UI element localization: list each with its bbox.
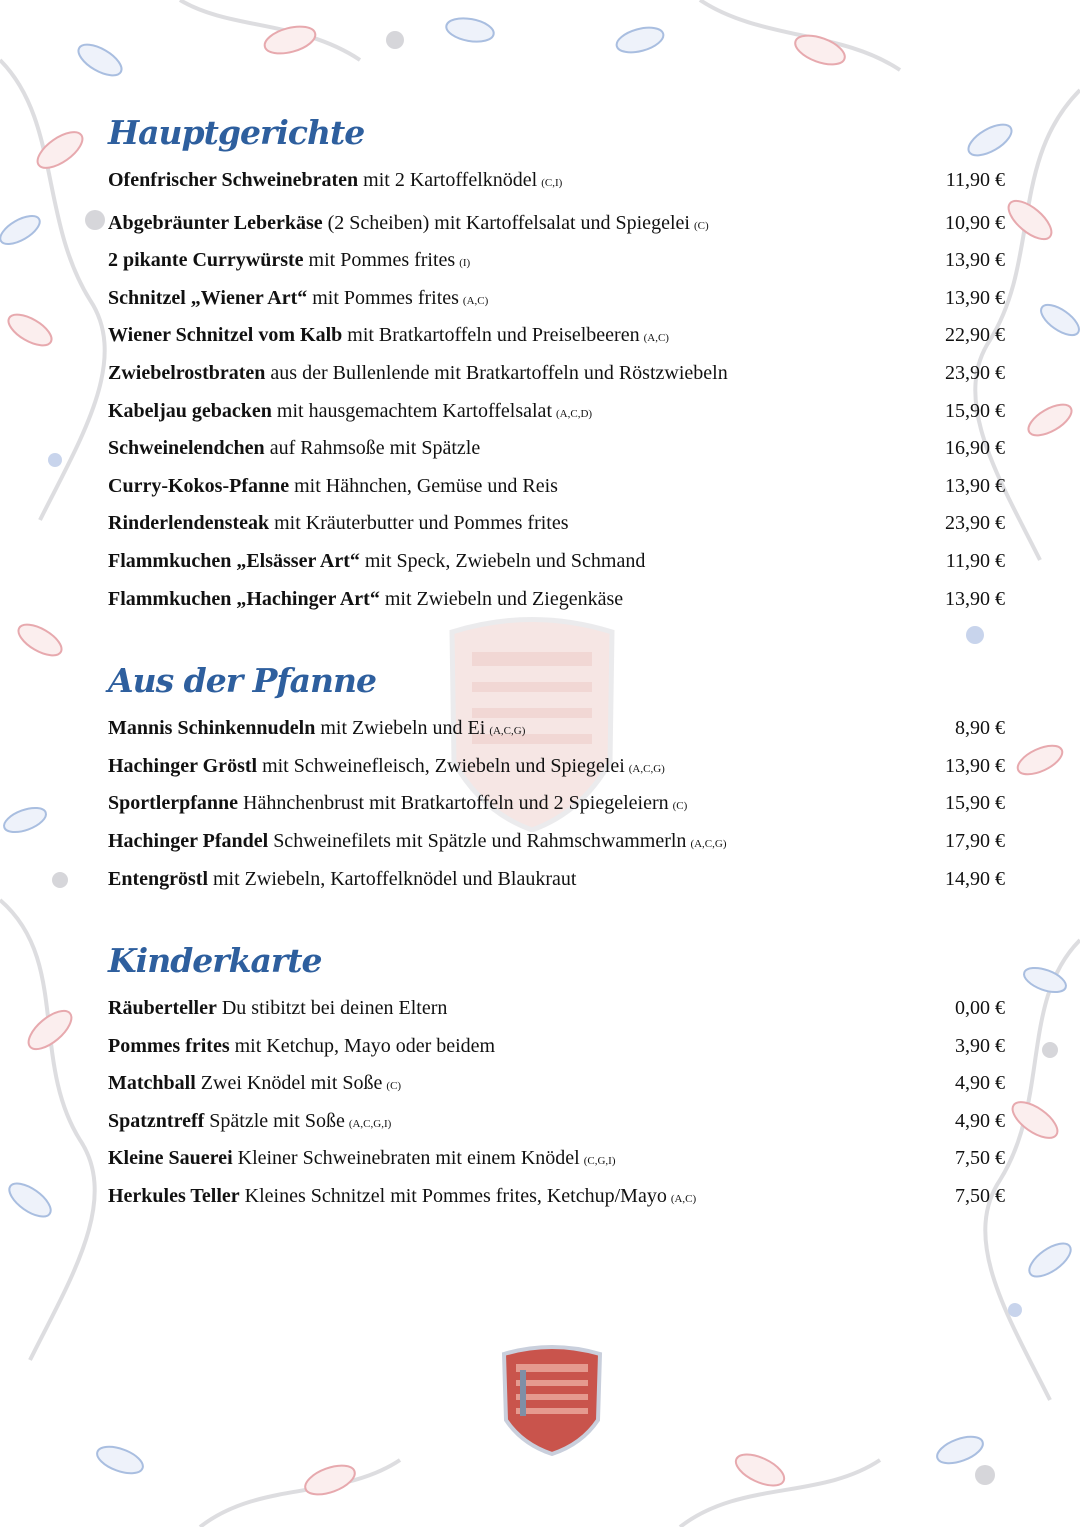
dish-description: mit hausgemachtem Kartoffelsalat (276, 399, 552, 422)
dish-description: Spätzle mit Soße (209, 1109, 345, 1132)
dish-price: 13,90 € (945, 286, 1005, 309)
dish-price: 8,90 € (955, 717, 1005, 740)
allergen-codes: (A,C,G,I) (348, 1117, 392, 1130)
dish-price: 15,90 € (945, 399, 1005, 422)
menu-item (108, 242, 1005, 280)
menu-item (108, 990, 1005, 1028)
dish-description: mit 2 Kartoffelknödel (363, 169, 538, 191)
section-title-pfanne: Aus der Pfanne (108, 661, 376, 701)
dish-name: Curry-Kokos-Pfanne (108, 474, 290, 497)
dish-price: 14,90 € (945, 867, 1005, 890)
menu-item (108, 823, 1005, 861)
dish-description: mit Ketchup, Mayo oder beidem (234, 1034, 496, 1057)
dish-name: Zwiebelrostbraten (108, 361, 266, 384)
dish-description: mit Zwiebeln und Ziegenkäse (384, 587, 624, 610)
dish-price: 11,90 € (945, 169, 1005, 191)
allergen-codes: (A,C,G) (690, 837, 727, 850)
dish-price: 4,90 € (955, 1109, 1005, 1132)
menu-list-pfanne (108, 710, 1005, 898)
dish-name: 2 pikante Currywürste (108, 249, 304, 272)
menu-item (108, 748, 1005, 786)
dish-price: 10,90 € (945, 211, 1005, 234)
dish-description: mit Hähnchen, Gemüse und Reis (294, 474, 558, 497)
dish-description: mit Pommes frites (312, 286, 459, 309)
menu-list-kinderkarte (108, 990, 1005, 1216)
menu-item (108, 1178, 1005, 1216)
dish-price: 23,90 € (945, 361, 1005, 384)
dish-description: mit Schweinefleisch, Zwiebeln und Spiegelei (262, 754, 625, 777)
allergen-codes: (A,C,G) (628, 762, 665, 775)
menu-item (108, 393, 1005, 431)
dish-price: 7,50 € (955, 1147, 1005, 1170)
dish-description: Kleines Schnitzel mit Pommes frites, Ketchup/Mayo (244, 1185, 667, 1208)
dish-description: Du stibitzt bei deinen Eltern (221, 997, 448, 1020)
dish-name: Herkules Teller (108, 1185, 240, 1208)
dish-name: Hachinger Gröstl (108, 754, 258, 777)
dish-description: Kleiner Schweinebraten mit einem Knödel (237, 1147, 580, 1170)
dish-price: 11,90 € (945, 549, 1005, 572)
menu-item (108, 1028, 1005, 1066)
dish-price: 4,90 € (955, 1072, 1005, 1095)
menu-item (108, 162, 1005, 200)
dish-name: Matchball (108, 1072, 196, 1095)
dish-name: Wiener Schnitzel vom Kalb (108, 324, 343, 347)
dish-price: 7,50 € (955, 1185, 1005, 1208)
allergen-codes: (C) (672, 800, 688, 813)
menu-item (108, 1140, 1005, 1178)
dish-name: Schnitzel „Wiener Art“ (108, 286, 308, 309)
dish-name: Mannis Schinkennudeln (108, 717, 316, 740)
dish-name: Sportlerpfanne (108, 792, 238, 815)
dish-name: Kabeljau gebacken (108, 399, 272, 422)
dish-price: 15,90 € (945, 792, 1005, 815)
dish-price: 13,90 € (945, 587, 1005, 610)
allergen-codes: (C,G,I) (583, 1155, 616, 1168)
menu-item (108, 710, 1005, 748)
menu-content (108, 104, 1005, 1216)
dish-description: mit Zwiebeln, Kartoffelknödel und Blaukraut (213, 867, 577, 890)
menu-item (108, 430, 1005, 468)
dish-price: 22,90 € (945, 324, 1005, 347)
section-title-kinderkarte: Kinderkarte (108, 941, 322, 981)
menu-item (108, 355, 1005, 393)
dish-description: mit Speck, Zwiebeln und Schmand (364, 549, 646, 572)
dish-price: 13,90 € (945, 249, 1005, 272)
dish-name: Räuberteller (108, 997, 217, 1020)
dish-name: Kleine Sauerei (108, 1147, 233, 1170)
menu-item (108, 280, 1005, 318)
allergen-codes: (C,I) (541, 177, 563, 189)
dish-name: Flammkuchen „Elsässer Art“ (108, 549, 360, 572)
menu-item (108, 581, 1005, 619)
menu-item (108, 785, 1005, 823)
dish-price: 23,90 € (945, 512, 1005, 535)
allergen-codes: (A,C,D) (556, 407, 593, 420)
menu-item (108, 505, 1005, 543)
dish-price: 0,00 € (955, 997, 1005, 1020)
dish-name: Schweinelendchen (108, 437, 265, 460)
dish-description: mit Kräuterbutter und Pommes frites (274, 512, 569, 535)
menu-item (108, 543, 1005, 581)
restaurant-shield-logo-icon (498, 1344, 606, 1456)
dish-description: (2 Scheiben) mit Kartoffelsalat und Spiegelei (327, 211, 690, 234)
menu-item (108, 1103, 1005, 1141)
allergen-codes: (A,C) (643, 332, 669, 345)
dish-description: Zwei Knödel mit Soße (200, 1072, 383, 1095)
menu-item (108, 861, 1005, 899)
dish-description: mit Pommes frites (308, 249, 456, 272)
dish-description: Hähnchenbrust mit Bratkartoffeln und 2 Spiegeleiern (243, 792, 669, 815)
dish-name: Flammkuchen „Hachinger Art“ (108, 587, 380, 610)
allergen-codes: (C) (693, 219, 709, 232)
dish-name: Hachinger Pfandel (108, 829, 269, 852)
dish-price: 13,90 € (945, 754, 1005, 777)
menu-item (108, 205, 1005, 243)
menu-item (108, 317, 1005, 355)
dish-name: Abgebräunter Leberkäse (108, 211, 323, 234)
dish-description: Schweinefilets mit Spätzle und Rahmschwammerln (273, 829, 687, 852)
dish-description: mit Bratkartoffeln und Preiselbeeren (347, 324, 640, 347)
menu-item (108, 468, 1005, 506)
allergen-codes: (I) (459, 257, 471, 270)
allergen-codes: (A,C) (462, 294, 489, 307)
dish-price: 16,90 € (945, 437, 1005, 460)
dish-name: Ofenfrischer Schweinebraten (108, 169, 359, 191)
allergen-codes: (A,C) (670, 1193, 697, 1206)
allergen-codes: (C) (386, 1080, 402, 1093)
dish-name: Entengröstl (108, 867, 208, 890)
dish-description: auf Rahmsoße mit Spätzle (269, 437, 481, 460)
menu-item (108, 1065, 1005, 1103)
dish-name: Spatzntreff (108, 1109, 205, 1132)
dish-price: 3,90 € (955, 1034, 1005, 1057)
menu-list-hauptgerichte (108, 162, 1005, 618)
dish-price: 17,90 € (945, 829, 1005, 852)
dish-description: aus der Bullenlende mit Bratkartoffeln und Röstzwiebeln (270, 361, 728, 384)
dish-price: 13,90 € (945, 474, 1005, 497)
dish-name: Pommes frites (108, 1034, 230, 1057)
section-title-hauptgerichte: Hauptgerichte (108, 113, 365, 152)
allergen-codes: (A,C,G) (489, 725, 526, 738)
dish-name: Rinderlendensteak (108, 512, 270, 535)
dish-description: mit Zwiebeln und Ei (320, 717, 486, 740)
